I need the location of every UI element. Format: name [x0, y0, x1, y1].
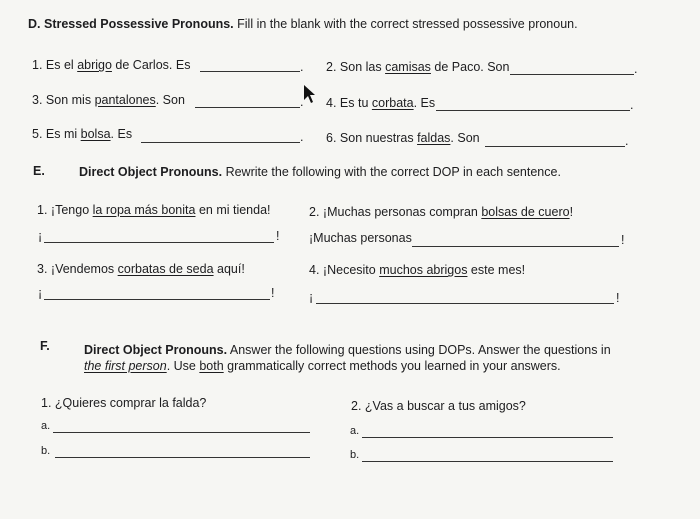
period: . [300, 95, 304, 109]
answer-label-b: b. [41, 445, 51, 457]
item-text: de Paco. Son [430, 60, 510, 74]
answer-end: ! [616, 291, 620, 305]
period: . [300, 130, 304, 144]
item-underlined-noun: bolsa [80, 127, 111, 141]
item-text: . Son [450, 131, 480, 145]
item-number: 4. [326, 96, 337, 110]
answer-start: ¡ [309, 290, 314, 304]
answer-label-b: b. [350, 449, 360, 461]
d-item-5 [32, 127, 132, 142]
f2-answer-line-b[interactable] [362, 461, 613, 462]
e-item-1 [37, 203, 271, 218]
f2-answer-line-a[interactable] [362, 437, 613, 438]
item-text: de Carlos. Es [111, 58, 191, 72]
e-answer-line-2[interactable] [412, 246, 619, 247]
item-text: Son las [339, 60, 386, 74]
answer-start: ¡ [38, 286, 43, 300]
answer-label-a: a. [41, 420, 51, 432]
item-text: ¿Vas a buscar a tus amigos? [364, 399, 526, 413]
item-underlined-noun: pantalones [94, 93, 156, 107]
d-answer-blank-5[interactable] [141, 142, 300, 143]
item-number: 5. [32, 127, 43, 141]
item-underlined-phrase: muchos abrigos [379, 263, 468, 277]
item-underlined-phrase: bolsas de cuero [481, 205, 570, 219]
item-text: . Son [155, 93, 185, 107]
answer-end: ! [276, 229, 280, 243]
section-d-header [28, 17, 578, 32]
e-item-2 [309, 205, 573, 220]
item-number: 1. [41, 396, 52, 410]
item-text: . Es [413, 96, 436, 110]
period: . [625, 134, 629, 148]
section-e-header [79, 165, 561, 180]
item-underlined-noun: corbata [371, 96, 414, 110]
item-text: Son mis [45, 93, 95, 107]
d-item-2 [326, 60, 509, 75]
d-item-4 [326, 96, 435, 111]
answer-end: ! [271, 286, 275, 300]
section-e-instruction: Rewrite the following with the correct DOP in each sentence. [225, 165, 561, 179]
period: . [300, 60, 304, 74]
f-question-1 [41, 396, 206, 411]
d-answer-blank-2[interactable] [510, 74, 634, 75]
d-item-1 [32, 58, 190, 73]
item-underlined-phrase: corbatas de seda [117, 262, 214, 276]
item-number: 1. [32, 58, 43, 72]
item-number: 2. [326, 60, 337, 74]
answer-end: ! [621, 233, 625, 247]
d-item-3 [32, 93, 185, 108]
f1-answer-line-a[interactable] [53, 432, 310, 433]
item-text: Son nuestras [339, 131, 418, 145]
item-number: 3. [32, 93, 43, 107]
section-f-title: Direct Object Pronouns. [84, 343, 228, 357]
mouse-cursor-icon [303, 84, 315, 104]
item-underlined-phrase: la ropa más bonita [92, 203, 196, 217]
e-item-4 [309, 263, 525, 278]
item-number: 2. [309, 205, 320, 219]
item-text: Es tu [339, 96, 372, 110]
item-number: 1. [37, 203, 48, 217]
d-answer-blank-6[interactable] [485, 146, 625, 147]
item-text: Es el [45, 58, 78, 72]
e-answer-line-1[interactable] [44, 242, 274, 243]
item-text: este mes! [467, 263, 526, 277]
item-underlined-noun: camisas [385, 60, 431, 74]
section-f-header-line1 [84, 343, 611, 358]
item-text: ¡Muchas personas compran [322, 205, 482, 219]
item-text: ¡Vendemos [50, 262, 118, 276]
e-item-3 [37, 262, 245, 277]
section-f-instruction-c: grammatically correct methods you learned in your answers. [223, 359, 561, 373]
period: . [634, 62, 638, 76]
answer-start: ¡ [38, 229, 43, 243]
section-f-header-line2 [84, 359, 561, 374]
d-answer-blank-3[interactable] [195, 107, 300, 108]
section-d-letter: D. [28, 17, 41, 31]
item-text: ¡Tengo [50, 203, 93, 217]
item-text: ¡Necesito [322, 263, 380, 277]
item-text: Es mi [45, 127, 81, 141]
f-question-2 [351, 399, 526, 414]
item-underlined-noun: faldas [417, 131, 451, 145]
item-underlined-noun: abrigo [77, 58, 112, 72]
d-answer-blank-4[interactable] [436, 110, 630, 111]
section-d-title: Stressed Possessive Pronouns. [43, 17, 234, 31]
period: . [630, 98, 634, 112]
item-text: ! [569, 205, 574, 219]
item-text: . Es [110, 127, 133, 141]
item-text: aquí! [213, 262, 245, 276]
item-text: en mi tienda! [195, 203, 271, 217]
d-answer-blank-1[interactable] [200, 71, 300, 72]
section-f-instruction-b: . Use [166, 359, 200, 373]
item-number: 2. [351, 399, 362, 413]
section-e-title: Direct Object Pronouns. [79, 165, 223, 179]
f1-answer-line-b[interactable] [55, 457, 310, 458]
item-number: 3. [37, 262, 48, 276]
answer-label-a: a. [350, 425, 360, 437]
section-f-both: both [199, 359, 224, 373]
item-number: 4. [309, 263, 320, 277]
e-answer-line-3[interactable] [44, 299, 270, 300]
item-number: 6. [326, 131, 337, 145]
section-f-first-person: the first person [84, 359, 167, 373]
section-f-letter: F. [40, 339, 50, 353]
answer-start: ¡Muchas personas [309, 231, 412, 245]
section-e-letter: E. [33, 164, 45, 178]
e-answer-line-4[interactable] [316, 303, 614, 304]
item-text: ¿Quieres comprar la falda? [54, 396, 207, 410]
section-d-instruction: Fill in the blank with the correct stressed possessive pronoun. [237, 17, 578, 31]
d-item-6 [326, 131, 480, 146]
section-f-instruction-a: Answer the following questions using DOPs. Answer the questions in [229, 343, 611, 357]
